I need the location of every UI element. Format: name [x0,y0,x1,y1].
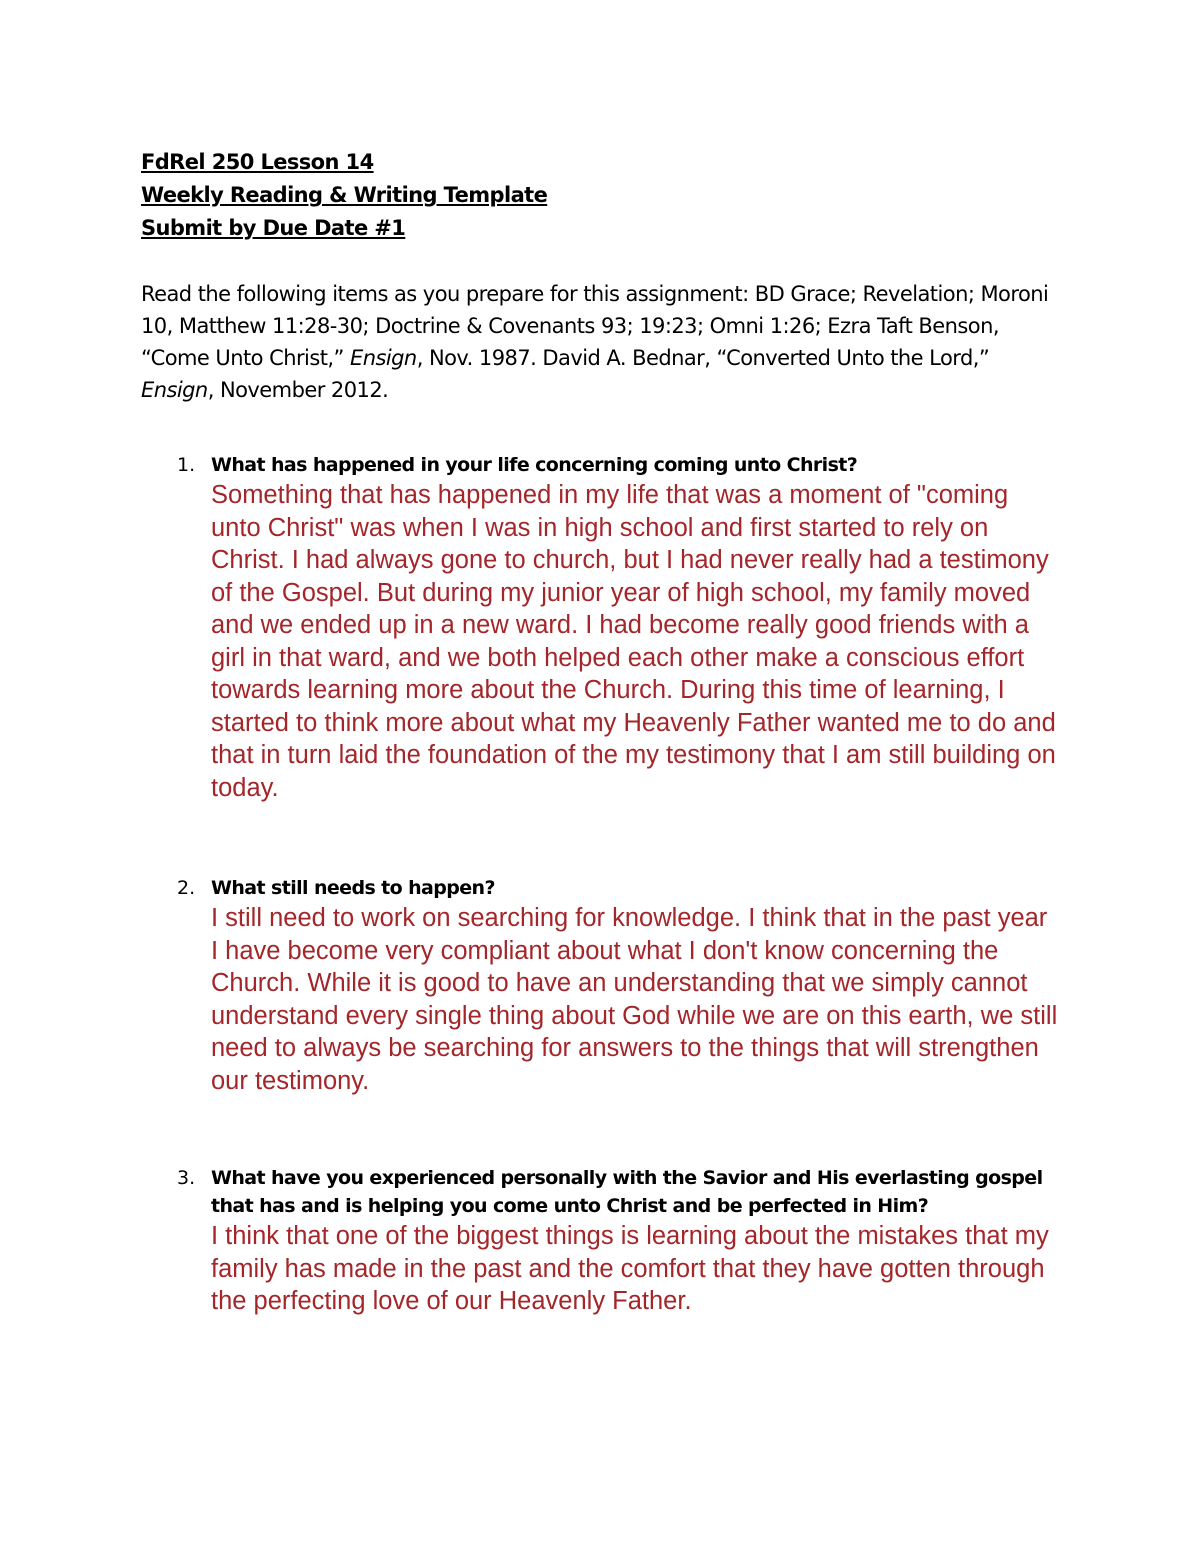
question-text: What have you experienced personally with the Savior and His everlasting gospel that has and is helping you come unto Christ and be perfected in Him? [211,1167,1043,1217]
question-number: 1. [177,454,196,476]
question-text: What still needs to happen? [211,877,495,899]
instructions-text-part1: Read the following items as you prepare for this assignment: BD Grace; Revelation; Moroni 10, Matthew 11:28-30; Doctrine & Covenants 93; 19:23; Omni 1:26; Ezra Taft Benson, “Come Unto Christ,” [141,282,1049,370]
template-heading: Weekly Reading & Writing Template [141,183,548,207]
question-number: 2. [177,877,196,899]
ensign-title-2: Ensign [141,378,208,402]
question-item-2 [141,874,1061,1097]
answer-text: Something that has happened in my life that was a moment of "coming unto Christ" was when I was in high school and first started to rely on Christ. I had always gone to church, but I had never really had a testimony of the Gospel. But during my junior year of high school, my family moved and we ended up in a new ward. I had become really good friends with a girl in that ward, and we both helped each other make a conscious effort towards learning more about the Church. During this time of learning, I started to think more about what my Heavenly Father wanted me to do and that in turn laid the foundation of the my testimony that I am still building on today. [211,481,1056,802]
answer-text: I think that one of the biggest things is learning about the mistakes that my family has made in the past and the comfort that they have gotten through the perfecting love of our Heavenly Father. [211,1222,1049,1315]
question-text: What has happened in your life concerning coming unto Christ? [211,454,858,476]
course-heading: FdRel 250 Lesson 14 [141,150,374,174]
instructions-text-part3: , November 2012. [207,378,389,402]
document-content [141,146,1061,1318]
question-item-1 [141,451,1061,804]
question-number: 3. [177,1167,196,1189]
ensign-title-1: Ensign [349,346,417,370]
instructions-text-part2: , Nov. 1987. David A. Bednar, “Converted Unto the Lord,” [416,346,990,370]
answer-text: I still need to work on searching for knowledge. I think that in the past year I have become very compliant about what I don't know concerning the Church. While it is good to have an understanding that we simply cannot understand every single thing about God while we are on this earth, we still need to always be searching for answers to the things that will strengthen our testimony. [211,904,1058,1095]
due-date-heading: Submit by Due Date #1 [141,216,406,240]
reading-instructions [141,278,1051,406]
question-item-3 [141,1164,1061,1318]
